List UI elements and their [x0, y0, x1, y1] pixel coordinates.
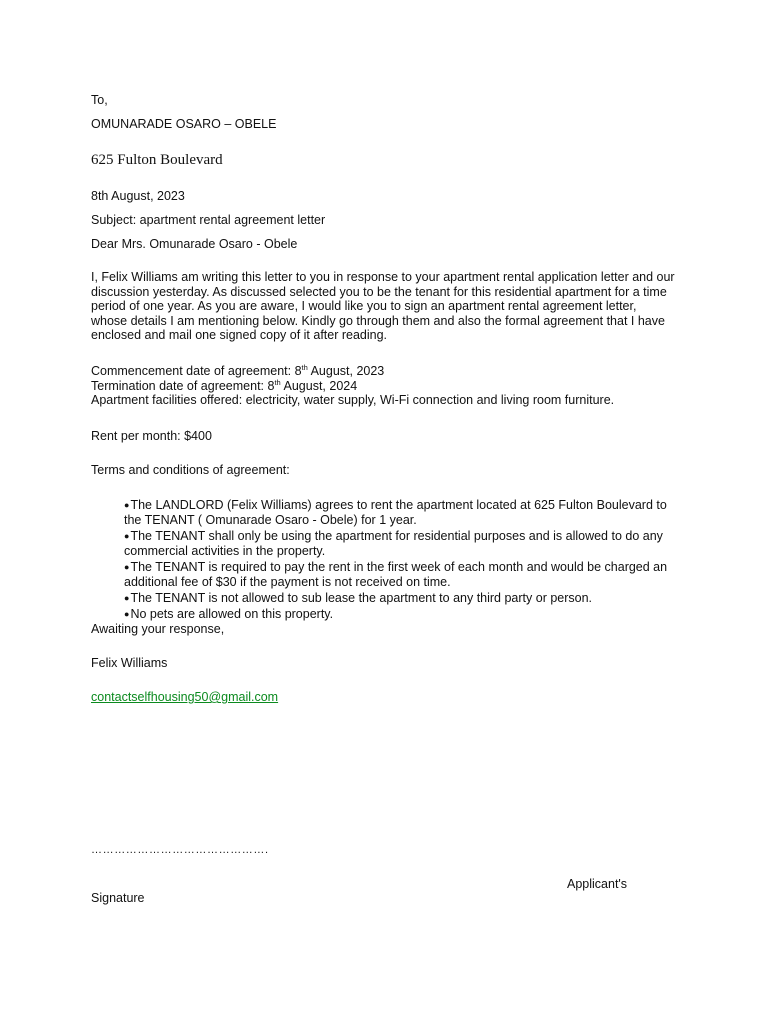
body-line: period of one year. As you are aware, I would like you to sign an apartment rental agreement letter, [91, 299, 637, 313]
body-line: discussion yesterday. As discussed selected you to be the tenant for this residential apartment for a time [91, 284, 667, 299]
bullet-icon: ● [124, 593, 130, 603]
term-item: ●No pets are allowed on this property. [124, 607, 334, 621]
sender-name: Felix Williams [91, 656, 168, 670]
applicant-label: Applicant's [567, 877, 628, 891]
terms-heading: Terms and conditions of agreement: [91, 463, 290, 477]
letter-date: 8th August, 2023 [91, 189, 185, 203]
body-line: I, Felix Williams am writing this letter to you in response to your apartment rental application letter and our [91, 270, 675, 284]
letter-subject: Subject: apartment rental agreement letter [91, 213, 326, 227]
bullet-icon: ● [124, 531, 130, 541]
term-item: ●The TENANT is not allowed to sub lease the apartment to any third party or person. [124, 591, 593, 605]
recipient-address: 625 Fulton Boulevard [91, 152, 223, 168]
bullet-icon: ● [124, 500, 130, 510]
signature-label: Signature [91, 891, 145, 905]
body-paragraph [91, 270, 691, 343]
termination-date: Termination date of agreement: 8th August, 2024 [91, 377, 358, 393]
sender-email-link[interactable]: contactselfhousing50@gmail.com [91, 690, 279, 704]
agreement-details [91, 364, 691, 408]
facilities-offered: Apartment facilities offered: electricity, water supply, Wi-Fi connection and living room furniture. [91, 393, 615, 407]
closing-line: Awaiting your response, [91, 622, 225, 636]
term-item: ●The LANDLORD (Felix Williams) agrees to rent the apartment located at 625 Fulton Boulevard to the TENANT ( Omunarade Osaro - Obele) for 1 year. [124, 498, 667, 527]
terms-list [124, 498, 684, 623]
bullet-icon: ● [124, 562, 130, 572]
signature-line: ………………………………………. [91, 844, 269, 856]
salutation: Dear Mrs. Omunarade Osaro - Obele [91, 237, 298, 251]
to-label: To, [91, 93, 108, 107]
term-item: ●The TENANT shall only be using the apartment for residential purposes and is allowed to do any commercial activities in the property. [124, 529, 663, 558]
rent-per-month: Rent per month: $400 [91, 429, 212, 443]
term-item: ●The TENANT is required to pay the rent in the first week of each month and would be charged an additional fee of $30 if the payment is not received on time. [124, 560, 668, 589]
recipient-name: OMUNARADE OSARO – OBELE [91, 117, 277, 131]
body-line: whose details I am mentioning below. Kindly go through them and also the formal agreement that I have [91, 313, 665, 328]
body-line: enclosed and mail one signed copy of it after reading. [91, 328, 388, 342]
commencement-date: Commencement date of agreement: 8th August, 2023 [91, 363, 385, 378]
bullet-icon: ● [124, 609, 130, 619]
